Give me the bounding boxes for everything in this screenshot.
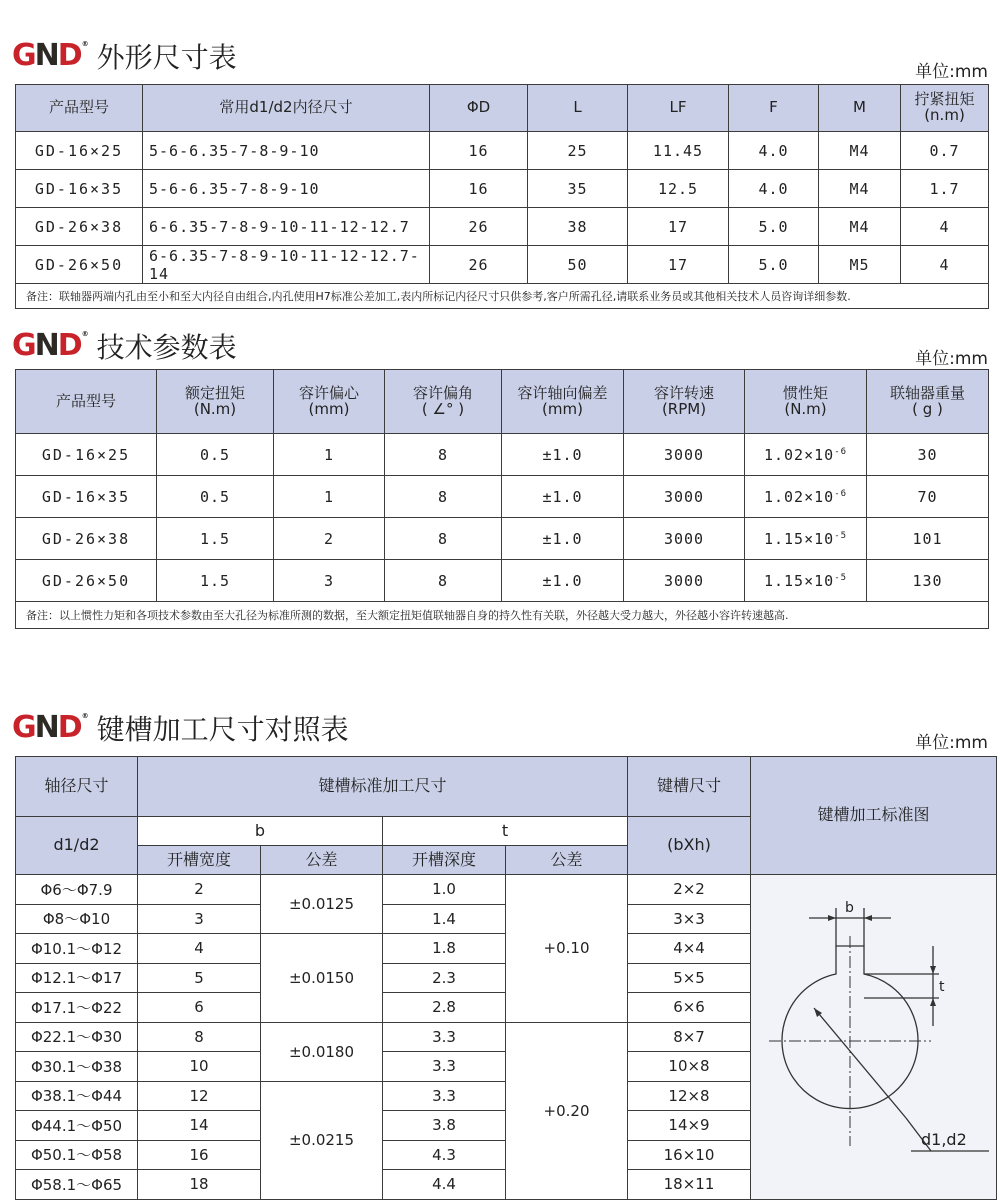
table-cell: 5-6-6.35-7-8-9-10 xyxy=(143,132,430,170)
header-bxh: (bXh) xyxy=(628,817,751,875)
header-d: d1/d2 xyxy=(16,817,138,875)
table-cell: ±1.0 xyxy=(502,476,624,518)
table-cell: M4 xyxy=(819,132,901,170)
slot-width: 10 xyxy=(138,1052,261,1082)
table-cell: 17 xyxy=(628,246,729,284)
header-t-tol: 公差 xyxy=(506,846,628,875)
table-cell: 3000 xyxy=(624,560,745,602)
table-cell: 2 xyxy=(274,518,385,560)
t-tolerance: +0.10 xyxy=(506,875,628,1023)
table-cell: GD-16×35 xyxy=(16,170,143,208)
table-note-row xyxy=(16,602,989,629)
table-cell: 26 xyxy=(430,208,528,246)
t-arrow-top xyxy=(930,966,936,974)
table-cell: 8 xyxy=(385,518,502,560)
dimension-table xyxy=(15,84,989,309)
table-note: 备注：联轴器两端内孔由至小和至大内径自由组合,内孔使用H7标准公差加工,表内所标记内径尺寸只供参考,客户所需孔径,请联系业务员或其他相关技术人员咨询详细参数. xyxy=(16,284,989,309)
keyway-diagram-cell xyxy=(751,875,997,1200)
slot-depth: 3.3 xyxy=(383,1052,506,1082)
table-cell: 16 xyxy=(430,132,528,170)
table-cell: GD-16×25 xyxy=(16,132,143,170)
header-model: 产品型号 xyxy=(16,85,143,132)
key-size: 2×2 xyxy=(628,875,751,905)
slot-width: 8 xyxy=(138,1022,261,1052)
table-cell: 1 xyxy=(274,476,385,518)
table-cell: 11.45 xyxy=(628,132,729,170)
header-bore: 常用d1/d2内径尺寸 xyxy=(143,85,430,132)
table-cell: 0.5 xyxy=(157,476,274,518)
table-cell: 35 xyxy=(528,170,628,208)
table-cell: 0.5 xyxy=(157,434,274,476)
t-arrow-bottom xyxy=(930,998,936,1006)
header-cell: 容许偏心 (mm) xyxy=(274,370,385,434)
header-keysize: 键槽尺寸 xyxy=(628,757,751,817)
slot-depth: 3.8 xyxy=(383,1111,506,1141)
table-cell: 25 xyxy=(528,132,628,170)
header-m: M xyxy=(819,85,901,132)
section1-title: 外形尺寸表 xyxy=(96,41,237,74)
shaft-range: Φ30.1～Φ38 xyxy=(16,1052,138,1082)
table-cell: 6-6.35-7-8-9-10-11-12-12.7 xyxy=(143,208,430,246)
slot-width: 16 xyxy=(138,1140,261,1170)
table-cell: 4 xyxy=(901,208,989,246)
header-l: L xyxy=(528,85,628,132)
table-note-row xyxy=(16,284,989,309)
header-b: b xyxy=(138,817,383,846)
table-cell: GD-26×50 xyxy=(16,246,143,284)
t-tolerance: +0.20 xyxy=(506,1022,628,1199)
table-cell: 26 xyxy=(430,246,528,284)
gnd-logo: G N D ® xyxy=(12,328,89,363)
table-cell: 1.5 xyxy=(157,560,274,602)
diameter-line xyxy=(814,1008,906,1118)
header-b-tol: 公差 xyxy=(261,846,383,875)
table-cell: 38 xyxy=(528,208,628,246)
header-cell: 产品型号 xyxy=(16,370,157,434)
slot-width: 3 xyxy=(138,904,261,934)
shaft-range: Φ44.1～Φ50 xyxy=(16,1111,138,1141)
table-cell: 6-6.35-7-8-9-10-11-12-12.7-14 xyxy=(143,246,430,284)
table-cell: 8 xyxy=(385,476,502,518)
table-note: 备注：以上惯性力矩和各项技术参数由至大孔径为标准所测的数据，至大额定扭矩值联轴器自身的持久性有关联，外径越大受力越大，外径越小容许转速越高. xyxy=(16,602,989,629)
table-cell: ±1.0 xyxy=(502,434,624,476)
section1-header xyxy=(12,36,237,76)
table-cell: 50 xyxy=(528,246,628,284)
table-row xyxy=(16,518,989,560)
key-size: 3×3 xyxy=(628,904,751,934)
header-cell: 额定扭矩 (N.m) xyxy=(157,370,274,434)
header-f: F xyxy=(729,85,819,132)
table-cell: 3000 xyxy=(624,476,745,518)
key-size: 8×7 xyxy=(628,1022,751,1052)
table-cell: GD-26×38 xyxy=(16,518,157,560)
slot-depth: 2.8 xyxy=(383,993,506,1023)
header-shaft: 轴径尺寸 xyxy=(16,757,138,817)
header-cell: 容许转速 (RPM) xyxy=(624,370,745,434)
keyway-diagram xyxy=(751,876,995,1198)
header-standard: 键槽标准加工尺寸 xyxy=(138,757,628,817)
b-tolerance: ±0.0150 xyxy=(261,934,383,1023)
table-cell: 101 xyxy=(867,518,989,560)
table-cell: GD-26×50 xyxy=(16,560,157,602)
shaft-range: Φ8～Φ10 xyxy=(16,904,138,934)
table-cell: 3000 xyxy=(624,518,745,560)
slot-depth: 1.8 xyxy=(383,934,506,964)
table-cell: 1.7 xyxy=(901,170,989,208)
inertia-cell: $1.02\times 10^{-6}$ xyxy=(745,434,867,476)
key-size: 16×10 xyxy=(628,1140,751,1170)
table-cell: M4 xyxy=(819,208,901,246)
shaft-range: Φ22.1～Φ30 xyxy=(16,1022,138,1052)
table-header-row xyxy=(16,85,989,132)
table-row xyxy=(16,246,989,284)
table-cell: 3000 xyxy=(624,434,745,476)
table-cell: 16 xyxy=(430,170,528,208)
inertia-cell: $1.15\times 10^{-5}$ xyxy=(745,560,867,602)
table-cell: 8 xyxy=(385,560,502,602)
slot-width: 18 xyxy=(138,1170,261,1200)
table-cell: 17 xyxy=(628,208,729,246)
section3-header xyxy=(12,708,349,748)
shaft-range: Φ10.1～Φ12 xyxy=(16,934,138,964)
gnd-logo: G N D ® xyxy=(12,38,89,73)
slot-depth: 3.3 xyxy=(383,1081,506,1111)
table-cell: 3 xyxy=(274,560,385,602)
b-tolerance: ±0.0125 xyxy=(261,875,383,934)
shaft-range: Φ17.1～Φ22 xyxy=(16,993,138,1023)
inertia-cell: $1.02\times 10^{-6}$ xyxy=(745,476,867,518)
table-row xyxy=(16,170,989,208)
table-row xyxy=(16,875,997,905)
section2-title: 技术参数表 xyxy=(96,331,237,364)
table-cell: ±1.0 xyxy=(502,518,624,560)
table-cell: 5-6-6.35-7-8-9-10 xyxy=(143,170,430,208)
slot-depth: 2.3 xyxy=(383,963,506,993)
key-size: 14×9 xyxy=(628,1111,751,1141)
header-t: t xyxy=(383,817,628,846)
key-size: 12×8 xyxy=(628,1081,751,1111)
keyway-table xyxy=(15,756,997,1200)
section3-title: 键槽加工尺寸对照表 xyxy=(96,713,349,746)
table-cell: 4.0 xyxy=(729,170,819,208)
shaft-range: Φ50.1～Φ58 xyxy=(16,1140,138,1170)
header-cell: 容许偏角 ( ∠° ) xyxy=(385,370,502,434)
slot-width: 6 xyxy=(138,993,261,1023)
slot-depth: 1.0 xyxy=(383,875,506,905)
header-od: ΦD xyxy=(430,85,528,132)
slot-depth: 3.3 xyxy=(383,1022,506,1052)
header-tightening: 拧紧扭矩 (n.m) xyxy=(901,85,989,132)
label-d: d1,d2 xyxy=(921,1129,967,1149)
key-size: 10×8 xyxy=(628,1052,751,1082)
table-row xyxy=(16,560,989,602)
section3-unit: 单位:mm xyxy=(915,733,988,753)
tech-params-table xyxy=(15,369,989,629)
b-tolerance: ±0.0180 xyxy=(261,1022,383,1081)
b-arrow-left xyxy=(828,915,836,921)
table-cell: GD-16×25 xyxy=(16,434,157,476)
table-cell: GD-26×38 xyxy=(16,208,143,246)
table-row xyxy=(16,434,989,476)
section1-unit: 单位:mm xyxy=(915,62,988,82)
b-tolerance: ±0.0215 xyxy=(261,1081,383,1199)
table-cell: 12.5 xyxy=(628,170,729,208)
label-t: t xyxy=(939,978,945,995)
slot-depth: 4.3 xyxy=(383,1140,506,1170)
table-cell: M5 xyxy=(819,246,901,284)
key-size: 4×4 xyxy=(628,934,751,964)
b-arrow-right xyxy=(864,915,872,921)
section2-header xyxy=(12,326,237,366)
header-width: 开槽宽度 xyxy=(138,846,261,875)
key-size: 18×11 xyxy=(628,1170,751,1200)
shaft-range: Φ38.1～Φ44 xyxy=(16,1081,138,1111)
key-size: 5×5 xyxy=(628,963,751,993)
shaft-range: Φ6～Φ7.9 xyxy=(16,875,138,905)
table-cell: 1 xyxy=(274,434,385,476)
section2-unit: 单位:mm xyxy=(915,349,988,369)
table-cell: 4.0 xyxy=(729,132,819,170)
table-cell: 1.5 xyxy=(157,518,274,560)
table-cell: GD-16×35 xyxy=(16,476,157,518)
table-cell: 70 xyxy=(867,476,989,518)
header-depth: 开槽深度 xyxy=(383,846,506,875)
table-cell: 130 xyxy=(867,560,989,602)
slot-width: 2 xyxy=(138,875,261,905)
header-cell: 容许轴向偏差 (mm) xyxy=(502,370,624,434)
table-row xyxy=(16,476,989,518)
table-row xyxy=(16,208,989,246)
header-diagram: 键槽加工标准图 xyxy=(751,757,997,875)
table-cell: 8 xyxy=(385,434,502,476)
table-cell: 0.7 xyxy=(901,132,989,170)
shaft-range: Φ58.1～Φ65 xyxy=(16,1170,138,1200)
slot-width: 5 xyxy=(138,963,261,993)
gnd-logo: G N D ® xyxy=(12,710,89,745)
header-lf: LF xyxy=(628,85,729,132)
slot-width: 4 xyxy=(138,934,261,964)
shaft-range: Φ12.1～Φ17 xyxy=(16,963,138,993)
header-cell: 惯性矩 (N.m) xyxy=(745,370,867,434)
key-size: 6×6 xyxy=(628,993,751,1023)
inertia-cell: $1.15\times 10^{-5}$ xyxy=(745,518,867,560)
table-cell: M4 xyxy=(819,170,901,208)
table-cell: 5.0 xyxy=(729,208,819,246)
table-cell: 4 xyxy=(901,246,989,284)
table-cell: 30 xyxy=(867,434,989,476)
slot-depth: 1.4 xyxy=(383,904,506,934)
table-header-row xyxy=(16,370,989,434)
table-row xyxy=(16,132,989,170)
table-cell: 5.0 xyxy=(729,246,819,284)
slot-depth: 4.4 xyxy=(383,1170,506,1200)
header-cell: 联轴器重量 ( g ) xyxy=(867,370,989,434)
table-cell: ±1.0 xyxy=(502,560,624,602)
slot-width: 14 xyxy=(138,1111,261,1141)
slot-width: 12 xyxy=(138,1081,261,1111)
label-b: b xyxy=(845,899,854,916)
